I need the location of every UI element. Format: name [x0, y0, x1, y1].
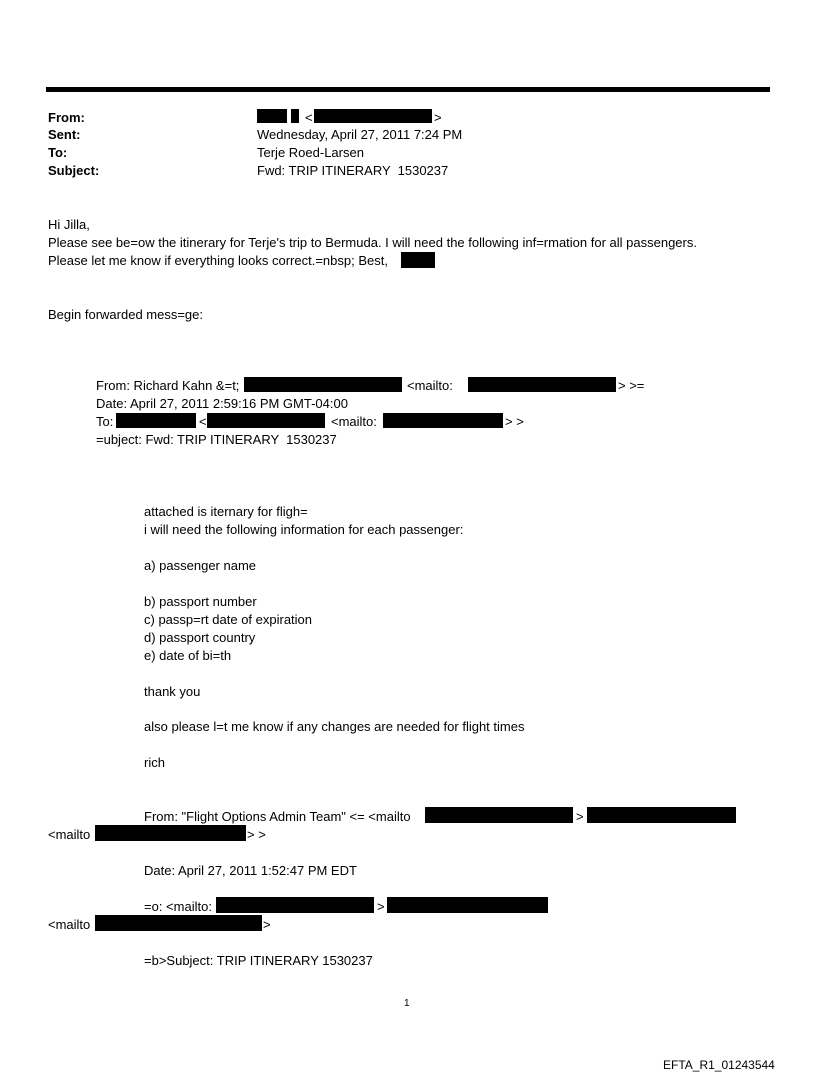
msg-item-c: c) passp=rt date of expiration	[144, 612, 313, 627]
fwd1-mailto: <mailto:	[407, 378, 453, 393]
redaction-box	[587, 807, 736, 823]
to-label: To:	[48, 145, 68, 160]
fwd2-to-gt: >	[377, 899, 385, 914]
msg-item-e: e) date of bi=th	[144, 648, 232, 663]
sent-value: Wednesday, April 27, 2011 7:24 PM	[257, 127, 463, 142]
page-number: 1	[404, 998, 410, 1009]
msg-item-b: b) passport number	[144, 594, 257, 609]
redaction-box	[291, 109, 299, 123]
redaction-box	[383, 413, 503, 428]
fwd2-mailto-suffix: > >	[247, 827, 266, 842]
redaction-box	[207, 413, 325, 428]
msg-signature: rich	[144, 755, 165, 770]
fwd1-to: To:	[96, 414, 114, 429]
greeting: Hi Jilla,	[48, 217, 90, 232]
fwd1-from-suffix: > >=	[618, 378, 645, 393]
fwd1-from: From: Richard Kahn &=t;	[96, 378, 240, 393]
msg-item-d: d) passport country	[144, 630, 256, 645]
redaction-box	[468, 377, 616, 392]
fwd1-to-mailto: <mailto:	[331, 414, 377, 429]
fwd1-to-lt: <	[199, 414, 207, 429]
fwd2-mailto: <mailto	[48, 827, 91, 842]
redaction-box	[314, 109, 432, 123]
body-line-2: Please let me know if everything looks correct.=nbsp; Best,	[48, 253, 388, 268]
subject-value: Fwd: TRIP ITINERARY 1530237	[257, 163, 449, 178]
to-value: Terje Roed-Larsen	[257, 145, 364, 160]
redaction-box	[116, 413, 196, 428]
fwd2-from: From: "Flight Options Admin Team" <= <mailto	[144, 809, 411, 824]
redaction-box	[257, 109, 287, 123]
fwd1-date: Date: April 27, 2011 2:59:16 PM GMT-04:00	[96, 396, 348, 411]
msg-thanks: thank you	[144, 684, 201, 699]
fwd2-to: =o: <mailto:	[144, 899, 212, 914]
fwd2-from-gt: >	[576, 809, 584, 824]
msg-item-a: a) passenger name	[144, 558, 257, 573]
from-lt: <	[305, 110, 313, 125]
header-rule	[46, 87, 770, 92]
fwd2-mailto-gt-2: >	[263, 917, 271, 932]
forwarded-intro: Begin forwarded mess=ge:	[48, 307, 204, 322]
redaction-box	[95, 915, 262, 931]
redaction-box	[95, 825, 246, 841]
redaction-box	[244, 377, 402, 392]
document-id: EFTA_R1_01243544	[663, 1058, 775, 1072]
msg-changes: also please l=t me know if any changes are needed for flight times	[144, 719, 525, 734]
fwd1-to-suffix: > >	[505, 414, 524, 429]
from-label: From:	[48, 110, 85, 125]
sent-label: Sent:	[48, 127, 81, 142]
fwd2-mailto-2: <mailto	[48, 917, 91, 932]
body-line-1: Please see be=ow the itinerary for Terje's trip to Bermuda. I will need the following inf=rmation for all passengers.	[48, 235, 697, 250]
redaction-box	[216, 897, 374, 913]
fwd1-subject: =ubject: Fwd: TRIP ITINERARY 1530237	[96, 432, 337, 447]
redaction-box	[387, 897, 548, 913]
msg-line-2: i will need the following information for each passenger:	[144, 522, 464, 537]
from-gt: >	[434, 110, 442, 125]
redaction-box	[425, 807, 573, 823]
fwd2-date: Date: April 27, 2011 1:52:47 PM EDT	[144, 863, 357, 878]
subject-label: Subject:	[48, 163, 100, 178]
msg-line-1: attached is iternary for fligh=	[144, 504, 308, 519]
fwd2-subject: =b>Subject: TRIP ITINERARY 1530237	[144, 953, 373, 968]
redaction-box	[401, 252, 435, 268]
